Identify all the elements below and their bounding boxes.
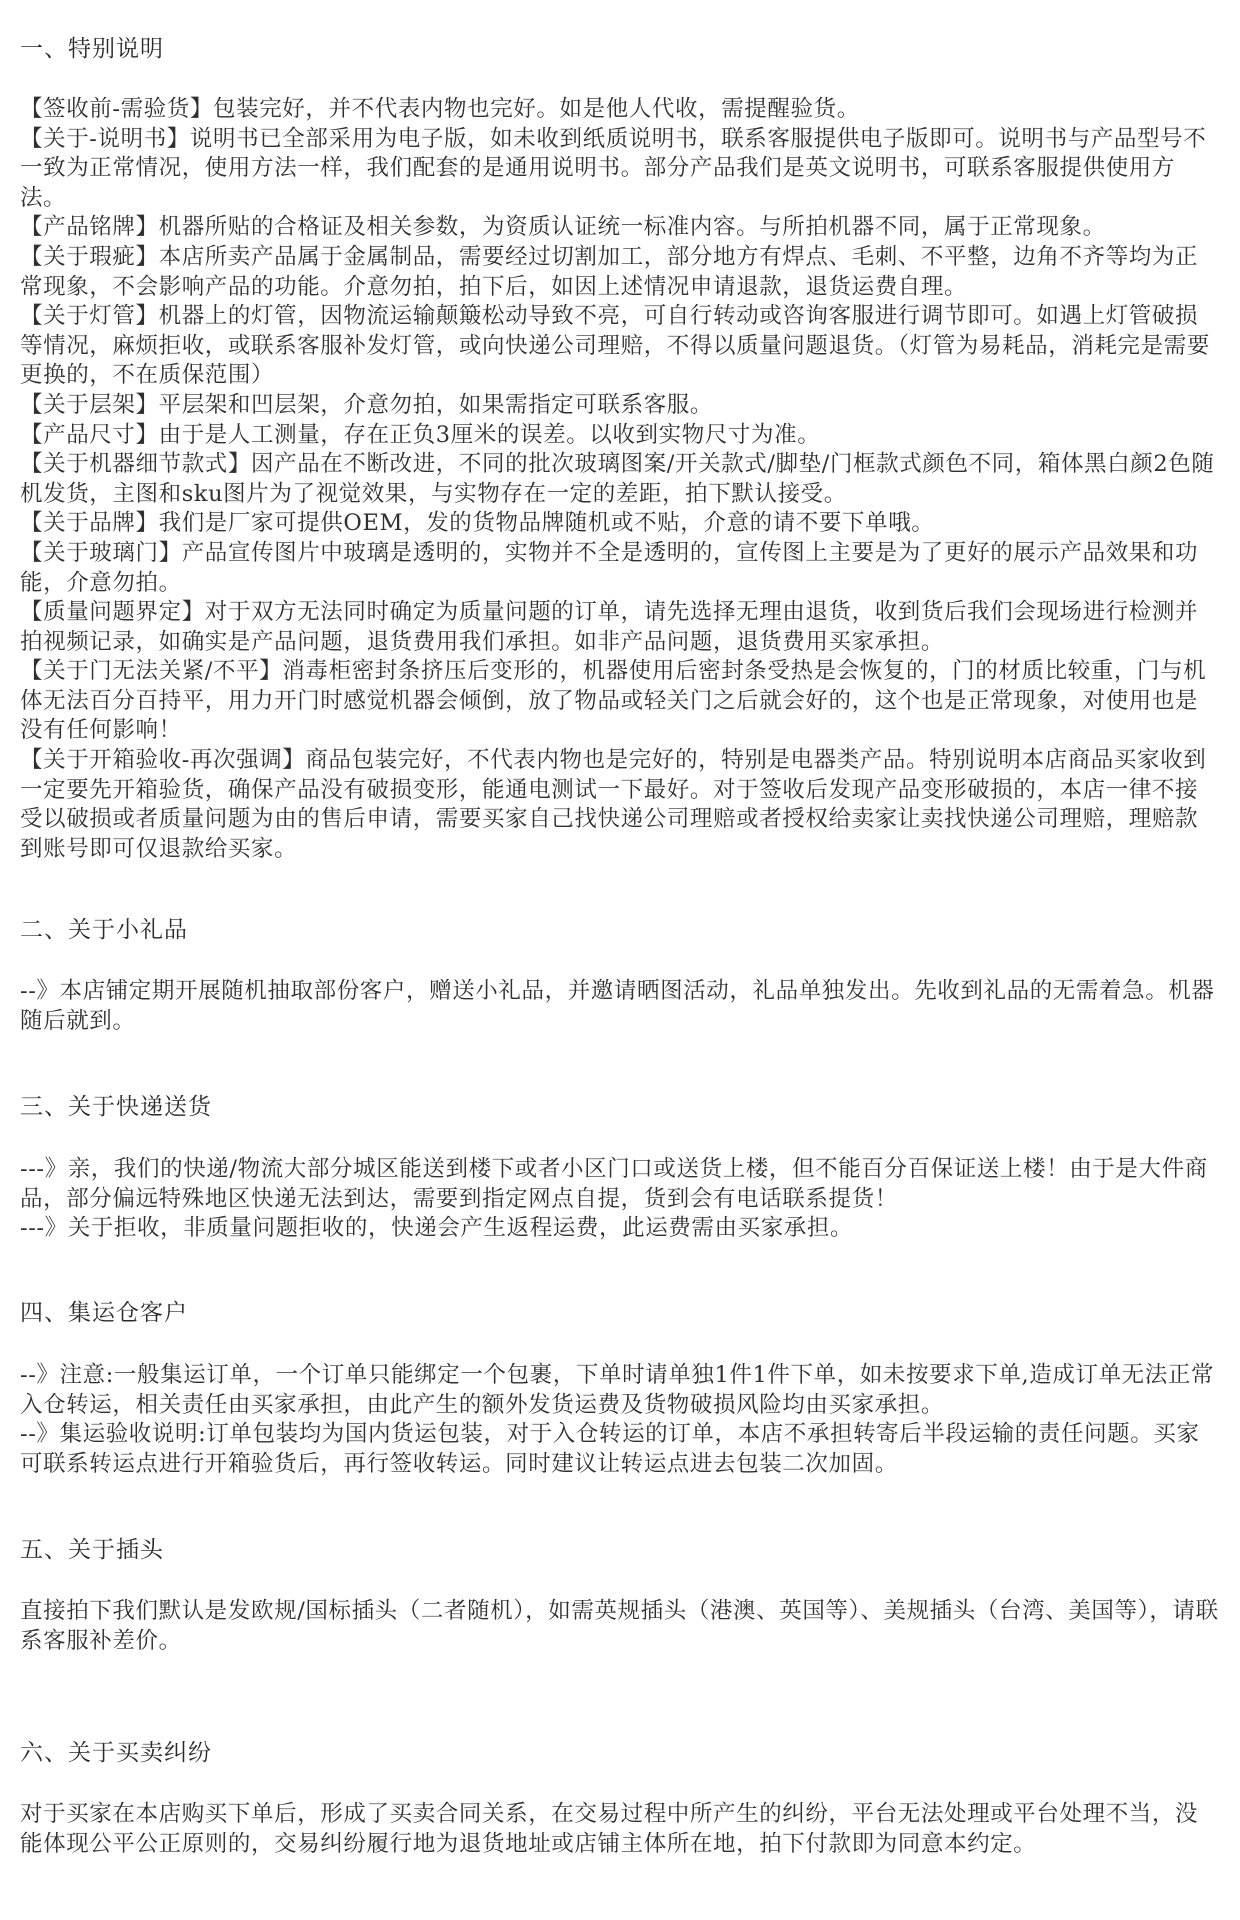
section-disputes bbox=[20, 1738, 1220, 1859]
paragraph-quality-issue: 【质量问题界定】对于双方无法同时确定为质量问题的订单，请先选择无理由退货，收到货后我们会现场进行检测并拍视频记录，如确实是产品问题，退货费用我们承担。如非产品问题，退货费用买家承担。 bbox=[20, 599, 1199, 655]
section-title: 二、关于小礼品 bbox=[20, 917, 188, 943]
section-title: 四、集运仓客户 bbox=[20, 1300, 188, 1326]
section-body bbox=[20, 1155, 1220, 1244]
section-consolidation bbox=[20, 1298, 1220, 1479]
section-body bbox=[20, 977, 1220, 1036]
section-gifts bbox=[20, 915, 1220, 1036]
section-body bbox=[20, 1597, 1220, 1656]
paragraph-brand: 【关于品牌】我们是厂家可提供OEM，发的货物品牌随机或不贴，介意的请不要下单哦。 bbox=[20, 510, 935, 537]
paragraph-nameplate: 【产品铭牌】机器所贴的合格证及相关参数，为资质认证统一标准内容。与所拍机器不同，属于正常现象。 bbox=[20, 214, 1106, 241]
paragraph-consolidation-notice: --》注意:一般集运订单，一个订单只能绑定一个包裹，下单时请单独1件1件下单，如未按要求下单,造成订单无法正常入仓转运，相关责任由买家承担，由此产生的额外发货运费及货物破损风险均由买家承担。 bbox=[20, 1362, 1215, 1418]
paragraph-defects: 【关于瑕疵】本店所卖产品属于金属制品，需要经过切割加工，部分地方有焊点、毛刺、不平整，边角不齐等均为正常现象，不会影响产品的功能。介意勿拍，拍下后，如因上述情况申请退款，退货运费自理。 bbox=[20, 243, 1199, 300]
paragraph-door-fit: 【关于门无法关紧/不平】消毒柜密封条挤压后变形的，机器使用后密封条受热是会恢复的，门的材质比较重，门与机体无法百分百持平，用力开门时感觉机器会倾倒，放了物品或轻关门之后就会好的，这个也是正常现象，对使用也是没有任何影响！ bbox=[20, 658, 1207, 744]
paragraph-plug: 直接拍下我们默认是发欧规/国标插头（二者随机），如需英规插头（港澳、英国等）、美规插头（台湾、美国等），请联系客服补差价。 bbox=[20, 1598, 1219, 1654]
paragraph-refusal: ---》关于拒收，非质量问题拒收的，快递会产生返程运费，此运费需由买家承担。 bbox=[20, 1215, 854, 1242]
section-body bbox=[20, 95, 1220, 864]
paragraph-glass-door: 【关于玻璃门】产品宣传图片中玻璃是透明的，实物并不全是透明的，宣传图上主要是为了更好的展示产品效果和功能，介意勿拍。 bbox=[20, 539, 1199, 596]
paragraph-pre-sign-inspection: 【签收前-需验货】包装完好，并不代表内物也完好。如是他人代收，需提醒验货。 bbox=[20, 96, 860, 122]
section-title: 五、关于插头 bbox=[20, 1537, 164, 1563]
section-title: 六、关于买卖纠纷 bbox=[20, 1740, 212, 1766]
paragraph-size: 【产品尺寸】由于是人工测量，存在正负3厘米的误差。以收到实物尺寸为准。 bbox=[20, 421, 821, 448]
paragraph-gifts: --》本店铺定期开展随机抽取部份客户，赠送小礼品，并邀请晒图活动，礼品单独发出。先收到礼品的无需着急。机器随后就到。 bbox=[20, 978, 1215, 1034]
paragraph-lamp: 【关于灯管】机器上的灯管，因物流运输颠簸松动导致不亮，可自行转动或咨询客服进行调节即可。如遇上灯管破损等情况，麻烦拒收，或联系客服补发灯管，或向快递公司理赔，不得以质量问题退货。（灯管为易耗品，消耗完是需要更换的，不在质保范围） bbox=[20, 303, 1210, 389]
paragraph-manual: 【关于-说明书】说明书已全部采用为电子版，如未收到纸质说明书，联系客服提供电子版即可。说明书与产品型号不一致为正常情况，使用方法一样，我们配套的是通用说明书。部分产品我们是英文说明书，可联系客服提供使用方法。 bbox=[20, 125, 1207, 211]
section-body bbox=[20, 1800, 1220, 1859]
paragraph-details-style: 【关于机器细节款式】因产品在不断改进，不同的批次玻璃图案/开关款式/脚垫/门框款式颜色不同，箱体黑白颜2色随机发货，主图和sku图片为了视觉效果，与实物存在一定的差距，拍下默认接受。 bbox=[20, 451, 1215, 507]
paragraph-delivery: ---》亲，我们的快递/物流大部分城区能送到楼下或者小区门口或送货上楼，但不能百分百保证送上楼！由于是大件商品，部分偏远特殊地区快递无法到达，需要到指定网点自提，货到会有电话联系提货！ bbox=[20, 1156, 1208, 1212]
section-title: 一、特别说明 bbox=[20, 36, 164, 62]
paragraph-shelves: 【关于层架】平层架和凹层架，介意勿拍，如果需指定可联系客服。 bbox=[20, 391, 714, 418]
section-delivery bbox=[20, 1092, 1220, 1244]
section-plug bbox=[20, 1535, 1220, 1656]
section-special-notes bbox=[20, 34, 1220, 864]
section-title: 三、关于快递送货 bbox=[20, 1094, 212, 1120]
paragraph-consolidation-inspection: --》集运验收说明:订单包装均为国内货运包装，对于入仓转运的订单，本店不承担转寄后半段运输的责任问题。买家可联系转运点进行开箱验货后，再行签收转运。同时建议让转运点进去包装二次加固。 bbox=[20, 1421, 1200, 1477]
section-body bbox=[20, 1361, 1220, 1479]
paragraph-unboxing: 【关于开箱验收-再次强调】商品包装完好，不代表内物也是完好的，特别是电器类产品。特别说明本店商品买家收到一定要先开箱验货，确保产品没有破损变形，能通电测试一下最好。对于签收后发现产品变形破损的，本店一律不接受以破损或者质量问题为由的售后申请，需要买家自己找快递公司理赔或者授权给卖家让卖找快递公司理赔，理赔款到账号即可仅退款给买家。 bbox=[20, 747, 1207, 862]
paragraph-disputes: 对于买家在本店购买下单后，形成了买卖合同关系，在交易过程中所产生的纠纷，平台无法处理或平台处理不当，没能体现公平公正原则的，交易纠纷履行地为退货地址或店铺主体所在地，拍下付款即为同意本约定。 bbox=[20, 1801, 1199, 1857]
